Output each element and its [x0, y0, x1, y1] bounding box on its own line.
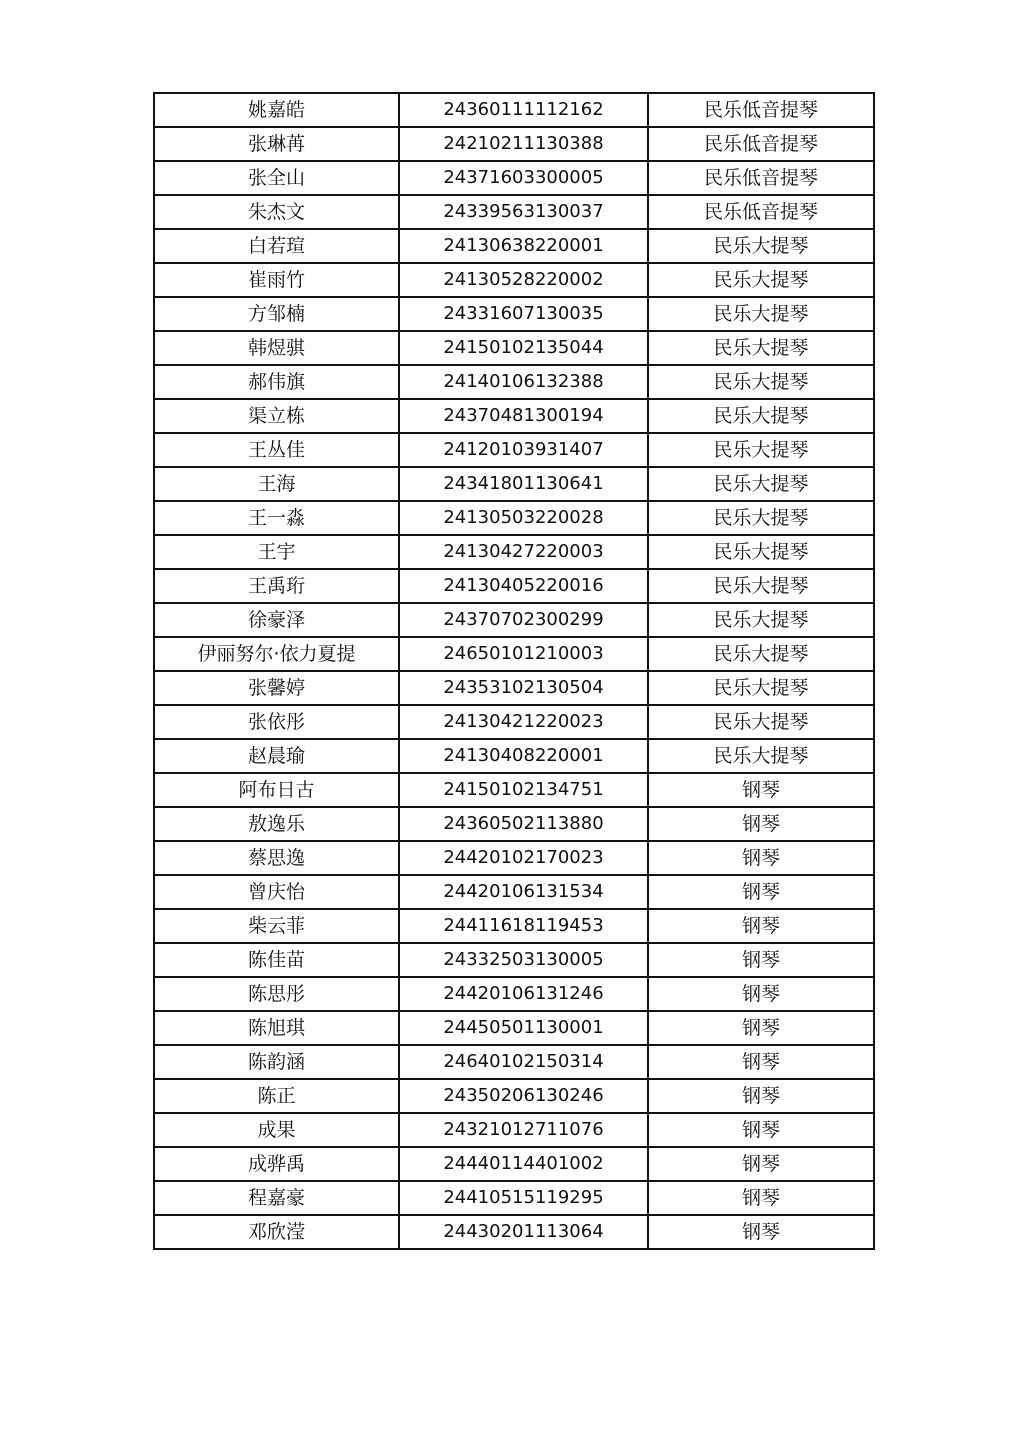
- name-cell: 赵晨瑜: [154, 739, 399, 773]
- instrument-cell: 民乐大提琴: [648, 705, 874, 739]
- table-row: [154, 569, 874, 603]
- exam-id-cell: 24130638220001: [399, 229, 648, 263]
- instrument-cell: 钢琴: [648, 977, 874, 1011]
- table-row: [154, 807, 874, 841]
- exam-id-cell: 24371603300005: [399, 161, 648, 195]
- table-row: [154, 433, 874, 467]
- instrument-cell: 钢琴: [648, 1113, 874, 1147]
- instrument-cell: 钢琴: [648, 943, 874, 977]
- exam-id-cell: 24341801130641: [399, 467, 648, 501]
- name-cell: 敖逸乐: [154, 807, 399, 841]
- exam-id-cell: 24321012711076: [399, 1113, 648, 1147]
- table-row: [154, 1079, 874, 1113]
- name-cell: 阿布日古: [154, 773, 399, 807]
- instrument-cell: 钢琴: [648, 841, 874, 875]
- exam-id-cell: 24130408220001: [399, 739, 648, 773]
- table-row: [154, 705, 874, 739]
- instrument-cell: 民乐低音提琴: [648, 127, 874, 161]
- instrument-cell: 钢琴: [648, 909, 874, 943]
- name-cell: 徐豪泽: [154, 603, 399, 637]
- name-cell: 邓欣滢: [154, 1215, 399, 1249]
- instrument-cell: 民乐大提琴: [648, 739, 874, 773]
- table-row: [154, 1011, 874, 1045]
- table-row: [154, 875, 874, 909]
- roster-table-body: [154, 93, 874, 1249]
- table-row: [154, 1147, 874, 1181]
- exam-id-cell: 24370702300299: [399, 603, 648, 637]
- instrument-cell: 钢琴: [648, 1045, 874, 1079]
- table-row: [154, 467, 874, 501]
- instrument-cell: 民乐大提琴: [648, 365, 874, 399]
- instrument-cell: 民乐低音提琴: [648, 195, 874, 229]
- exam-id-cell: 24140106132388: [399, 365, 648, 399]
- table-row: [154, 399, 874, 433]
- exam-id-cell: 24650101210003: [399, 637, 648, 671]
- instrument-cell: 民乐低音提琴: [648, 161, 874, 195]
- exam-id-cell: 24411618119453: [399, 909, 648, 943]
- table-row: [154, 535, 874, 569]
- exam-id-cell: 24360502113880: [399, 807, 648, 841]
- exam-id-cell: 24150102135044: [399, 331, 648, 365]
- name-cell: 王禹珩: [154, 569, 399, 603]
- table-row: [154, 603, 874, 637]
- name-cell: 崔雨竹: [154, 263, 399, 297]
- exam-id-cell: 24430201113064: [399, 1215, 648, 1249]
- exam-id-cell: 24450501130001: [399, 1011, 648, 1045]
- instrument-cell: 民乐大提琴: [648, 433, 874, 467]
- table-row: [154, 739, 874, 773]
- table-row: [154, 637, 874, 671]
- instrument-cell: 钢琴: [648, 807, 874, 841]
- instrument-cell: 钢琴: [648, 875, 874, 909]
- table-row: [154, 1045, 874, 1079]
- name-cell: 伊丽努尔·依力夏提: [154, 637, 399, 671]
- exam-id-cell: 24420102170023: [399, 841, 648, 875]
- table-row: [154, 229, 874, 263]
- instrument-cell: 民乐大提琴: [648, 501, 874, 535]
- exam-id-cell: 24410515119295: [399, 1181, 648, 1215]
- instrument-cell: 民乐大提琴: [648, 229, 874, 263]
- table-row: [154, 1181, 874, 1215]
- table-row: [154, 841, 874, 875]
- name-cell: 陈思彤: [154, 977, 399, 1011]
- table-row: [154, 93, 874, 127]
- exam-id-cell: 24420106131246: [399, 977, 648, 1011]
- table-row: [154, 331, 874, 365]
- name-cell: 陈正: [154, 1079, 399, 1113]
- exam-id-cell: 24130405220016: [399, 569, 648, 603]
- name-cell: 张全山: [154, 161, 399, 195]
- name-cell: 陈韵涵: [154, 1045, 399, 1079]
- name-cell: 张琳苒: [154, 127, 399, 161]
- exam-id-cell: 24332503130005: [399, 943, 648, 977]
- roster-table: [153, 92, 875, 1250]
- table-row: [154, 671, 874, 705]
- name-cell: 王宇: [154, 535, 399, 569]
- name-cell: 王丛佳: [154, 433, 399, 467]
- name-cell: 陈旭琪: [154, 1011, 399, 1045]
- exam-id-cell: 24360111112162: [399, 93, 648, 127]
- name-cell: 姚嘉皓: [154, 93, 399, 127]
- exam-id-cell: 24640102150314: [399, 1045, 648, 1079]
- name-cell: 王海: [154, 467, 399, 501]
- name-cell: 朱杰文: [154, 195, 399, 229]
- exam-id-cell: 24130427220003: [399, 535, 648, 569]
- table-row: [154, 977, 874, 1011]
- name-cell: 王一淼: [154, 501, 399, 535]
- instrument-cell: 民乐大提琴: [648, 467, 874, 501]
- instrument-cell: 钢琴: [648, 1011, 874, 1045]
- table-row: [154, 501, 874, 535]
- table-row: [154, 161, 874, 195]
- table-row: [154, 263, 874, 297]
- instrument-cell: 民乐大提琴: [648, 671, 874, 705]
- name-cell: 柴云菲: [154, 909, 399, 943]
- exam-id-cell: 24370481300194: [399, 399, 648, 433]
- exam-id-cell: 24130528220002: [399, 263, 648, 297]
- name-cell: 韩煜骐: [154, 331, 399, 365]
- table-row: [154, 127, 874, 161]
- instrument-cell: 民乐大提琴: [648, 399, 874, 433]
- name-cell: 蔡思逸: [154, 841, 399, 875]
- table-row: [154, 909, 874, 943]
- table-row: [154, 297, 874, 331]
- exam-id-cell: 24130421220023: [399, 705, 648, 739]
- table-row: [154, 1215, 874, 1249]
- instrument-cell: 民乐大提琴: [648, 603, 874, 637]
- name-cell: 陈佳苗: [154, 943, 399, 977]
- table-row: [154, 1113, 874, 1147]
- instrument-cell: 钢琴: [648, 1079, 874, 1113]
- instrument-cell: 钢琴: [648, 1215, 874, 1249]
- instrument-cell: 民乐大提琴: [648, 263, 874, 297]
- exam-id-cell: 24420106131534: [399, 875, 648, 909]
- table-row: [154, 195, 874, 229]
- exam-id-cell: 24339563130037: [399, 195, 648, 229]
- name-cell: 白若瑄: [154, 229, 399, 263]
- exam-id-cell: 24150102134751: [399, 773, 648, 807]
- instrument-cell: 民乐大提琴: [648, 331, 874, 365]
- name-cell: 程嘉豪: [154, 1181, 399, 1215]
- exam-id-cell: 24130503220028: [399, 501, 648, 535]
- name-cell: 渠立栋: [154, 399, 399, 433]
- exam-id-cell: 24350206130246: [399, 1079, 648, 1113]
- table-row: [154, 773, 874, 807]
- instrument-cell: 民乐大提琴: [648, 569, 874, 603]
- instrument-cell: 民乐大提琴: [648, 297, 874, 331]
- name-cell: 方邹楠: [154, 297, 399, 331]
- instrument-cell: 钢琴: [648, 1147, 874, 1181]
- exam-id-cell: 24210211130388: [399, 127, 648, 161]
- table-row: [154, 943, 874, 977]
- table-row: [154, 365, 874, 399]
- name-cell: 成骅禹: [154, 1147, 399, 1181]
- instrument-cell: 民乐大提琴: [648, 535, 874, 569]
- name-cell: 曾庆怡: [154, 875, 399, 909]
- name-cell: 张馨婷: [154, 671, 399, 705]
- exam-id-cell: 24120103931407: [399, 433, 648, 467]
- instrument-cell: 民乐大提琴: [648, 637, 874, 671]
- name-cell: 郝伟旗: [154, 365, 399, 399]
- name-cell: 成果: [154, 1113, 399, 1147]
- exam-id-cell: 24440114401002: [399, 1147, 648, 1181]
- instrument-cell: 民乐低音提琴: [648, 93, 874, 127]
- instrument-cell: 钢琴: [648, 1181, 874, 1215]
- exam-id-cell: 24353102130504: [399, 671, 648, 705]
- instrument-cell: 钢琴: [648, 773, 874, 807]
- name-cell: 张依彤: [154, 705, 399, 739]
- exam-id-cell: 24331607130035: [399, 297, 648, 331]
